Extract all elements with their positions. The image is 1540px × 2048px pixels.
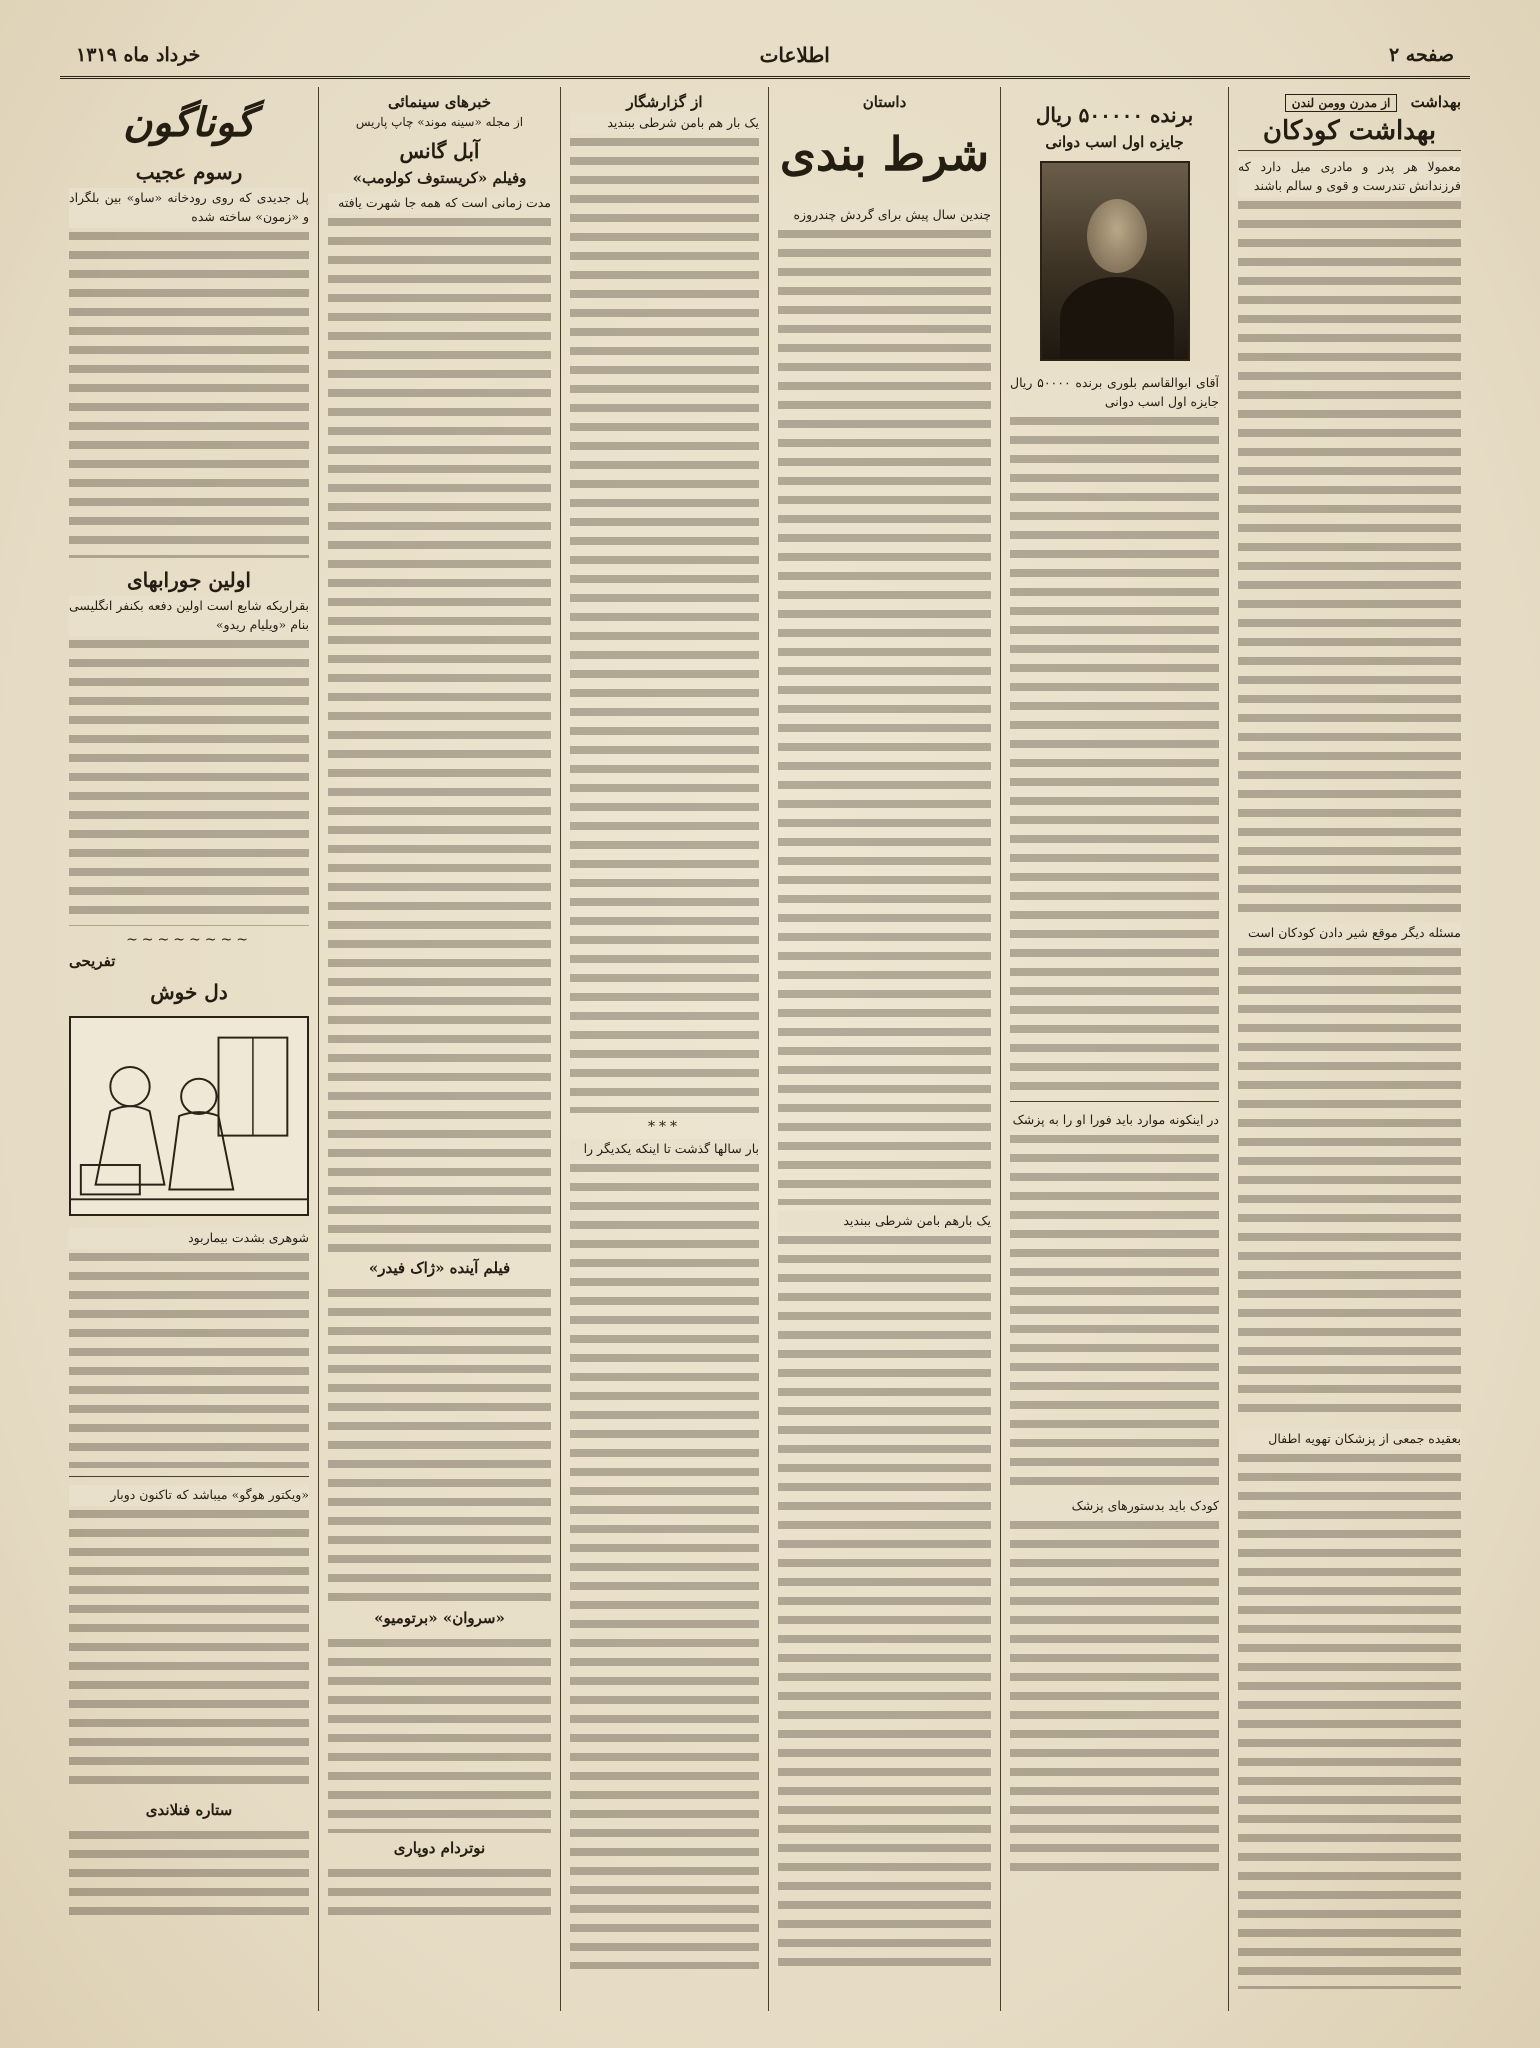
kicker: داستان — [862, 93, 907, 111]
separator-stars: ~~~~~~~~ — [126, 932, 252, 948]
column-reporter — [560, 87, 768, 2011]
article-body — [328, 1863, 551, 1923]
section-title: گوناگون — [122, 99, 256, 146]
kicker: بهداشت از مدرن وومن لندن — [1238, 93, 1461, 112]
article-body — [570, 1139, 759, 1969]
article-body — [778, 205, 991, 1205]
article-body — [1010, 373, 1219, 1093]
article-lead: آقای ابوالقاسم بلوری برنده ۵۰۰۰۰ ریال جایزه اول اسب دوانی — [1010, 373, 1219, 413]
subhead-captain: «سروان» «برتومیو» — [374, 1609, 505, 1627]
cartoon-illustration — [69, 1016, 309, 1216]
divider — [1010, 1101, 1219, 1102]
article-lead: بار سالها گذشت تا اینکه یکدیگر را — [570, 1139, 759, 1160]
portrait-photo — [1040, 161, 1190, 361]
headline-cinema: آبل گانس — [399, 139, 480, 163]
headline-strange-customs: رسوم عجیب — [135, 160, 243, 184]
article-body — [69, 1485, 309, 1795]
article-lead: مدت زمانی است که همه جا شهرت یافته — [328, 193, 551, 214]
article-body — [1010, 1496, 1219, 1876]
article-body — [328, 1283, 551, 1603]
article-lead: بعقیده جمعی از پزشکان تهویه اطفال — [1238, 1429, 1461, 1450]
kicker: از گزارشگار — [626, 93, 703, 111]
headline-health: بهداشت کودکان — [1238, 116, 1461, 151]
subhead-prize: جایزه اول اسب دوانی — [1045, 133, 1184, 151]
article-body — [570, 113, 759, 1113]
article-lead: شوهری بشدت بیماربود — [69, 1228, 309, 1249]
article-lead: کودک باید بدستورهای پزشک — [1010, 1496, 1219, 1517]
headline-stockings: اولین جورابهای — [127, 568, 251, 592]
article-body — [69, 1228, 309, 1468]
kicker: تفریحی — [69, 952, 116, 970]
masthead — [60, 40, 1470, 79]
column-misc — [60, 87, 318, 2011]
separator-stars: *** — [648, 1119, 681, 1135]
page-number: صفحه ۲ — [1388, 44, 1454, 66]
issue-date: خرداد ماه ۱۳۱۹ — [76, 44, 201, 66]
paper-name: اطلاعات — [759, 43, 830, 67]
headline-cartoon: دل خوش — [150, 980, 228, 1004]
column-prize — [1000, 87, 1228, 2011]
article-body — [1010, 1110, 1219, 1490]
columns — [60, 87, 1470, 2011]
article-body — [1238, 1429, 1461, 1989]
column-story — [768, 87, 1000, 2011]
article-body — [1238, 157, 1461, 917]
article-body — [328, 1633, 551, 1833]
subhead-cinema: وفیلم «کریستوف کولومب» — [352, 169, 527, 187]
headline-story: شرط بندی — [779, 127, 990, 181]
article-body — [69, 188, 309, 558]
article-lead: پل جدیدی که روی رودخانه «ساو» بین بلگراد و «زمون» ساخته شده — [69, 188, 309, 228]
article-body — [69, 1825, 309, 1925]
subhead-feyder: فیلم آینده «ژاک فیدر» — [368, 1259, 511, 1277]
kicker-source: از مدرن وومن لندن — [1285, 94, 1398, 112]
headline-finnish-star: ستاره فنلاندی — [145, 1801, 233, 1819]
article-body — [69, 596, 309, 926]
subhead-notredame: نوتردام دوپاری — [393, 1839, 486, 1857]
article-lead: مسئله دیگر موقع شیر دادن کودکان است — [1238, 923, 1461, 944]
article-lead: «ویکتور هوگو» میباشد که تاکنون دوبار — [69, 1485, 309, 1506]
article-body — [1238, 923, 1461, 1423]
article-lead: یک بارهم بامن شرطی ببندید — [778, 1211, 991, 1232]
column-cinema — [318, 87, 560, 2011]
article-body — [778, 1211, 991, 1971]
article-body — [328, 193, 551, 1253]
article-lead: یک بار هم بامن شرطی ببندید — [570, 113, 759, 134]
divider — [69, 1476, 309, 1477]
article-lead: چندین سال پیش برای گردش چندروزه — [778, 205, 991, 226]
kicker-source: از مجله «سینه موند» چاپ پاریس — [355, 115, 524, 129]
column-health — [1228, 87, 1470, 2011]
article-lead: بقراریکه شایع است اولین دفعه بکنفر انگلیسی بنام «ویلیام ریدو» — [69, 596, 309, 636]
kicker: خبرهای سینمائی — [387, 93, 492, 111]
article-lead: معمولا هر پدر و مادری میل دارد که فرزندانش تندرست و قوی و سالم باشند — [1238, 157, 1461, 197]
article-lead: در اینکونه موارد باید فورا او را به پزشک — [1010, 1110, 1219, 1131]
headline-prize: برنده ۵۰۰۰۰۰ ریال — [1035, 103, 1194, 127]
